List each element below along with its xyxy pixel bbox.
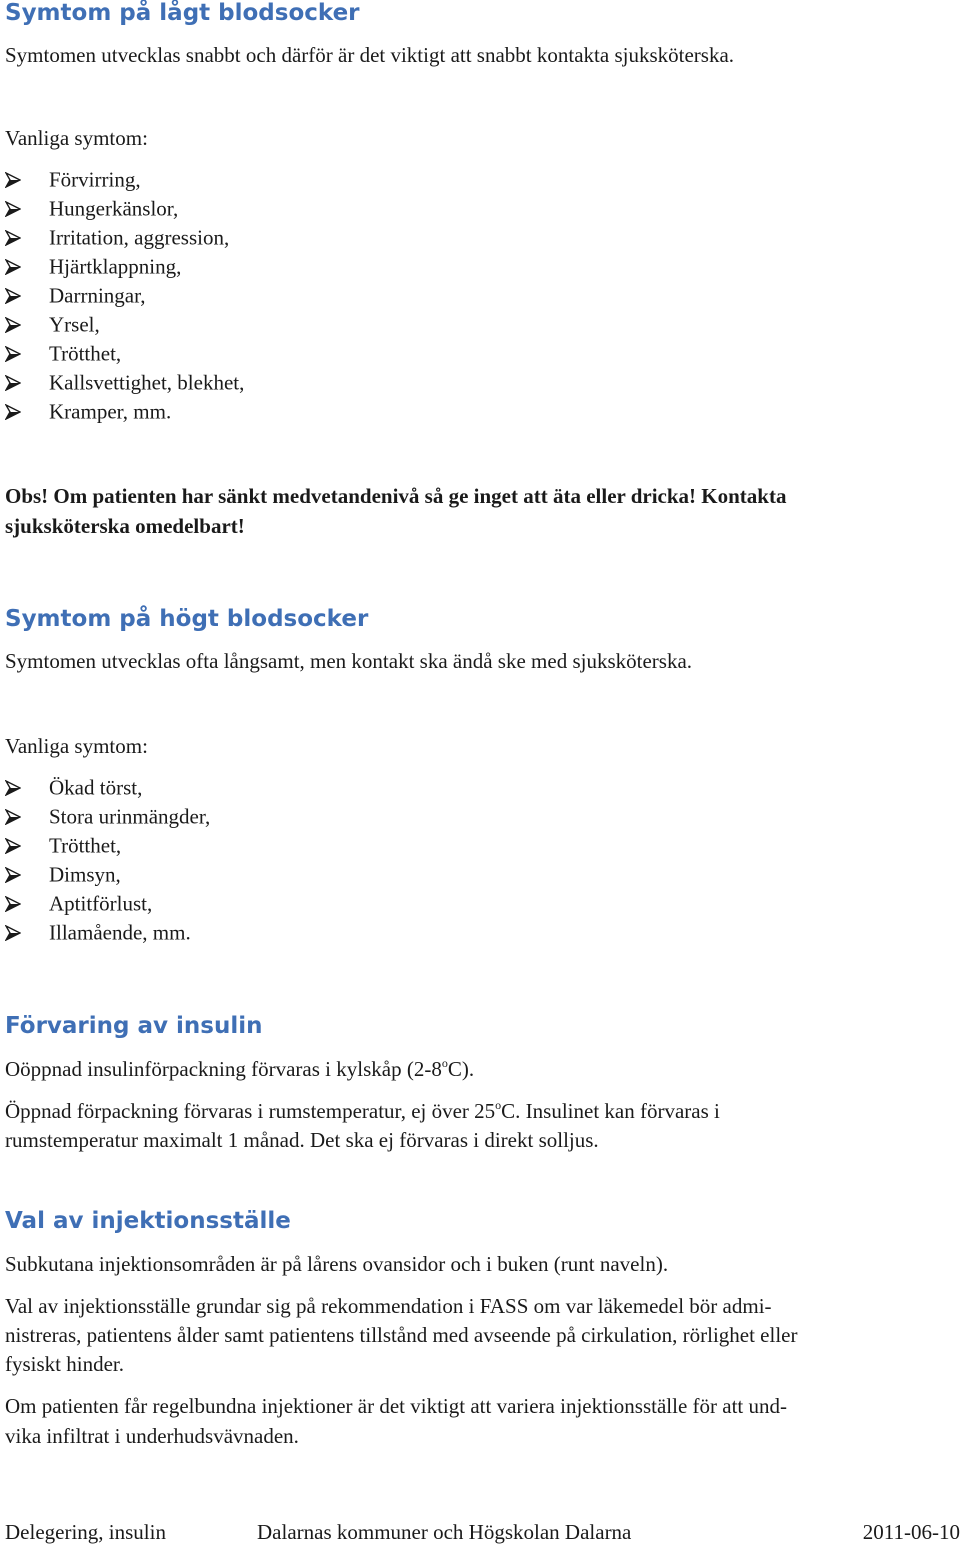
list-item-text: Kallsvettighet, blekhet, [49,370,245,395]
storage-paragraph-2-line-1 [5,1099,720,1124]
arrowhead-bullet-icon [5,780,49,796]
injection-paragraph-1: Subkutana injektionsområden är på lårens ovansidor och i buken (runt naveln). [5,1252,669,1276]
list-item-text: Aptitförlust, [49,891,153,916]
arrowhead-bullet-icon [5,317,49,333]
low-common-symptoms-label: Vanliga symtom: [5,126,148,150]
arrowhead-bullet-icon [5,925,49,941]
list-item [5,398,171,427]
heading-injection-site: Val av injektionsställe [5,1208,291,1234]
list-item-text: Ökad törst, [49,775,143,800]
heading-high-blood-sugar: Symtom på högt blodsocker [5,606,369,632]
footer-right: 2011-06-10 [862,1520,960,1544]
list-item [5,919,191,948]
arrowhead-bullet-icon [5,288,49,304]
storage-paragraph-1 [5,1057,474,1082]
high-intro-text: Symtomen utvecklas ofta långsamt, men kontakt ska ändå ske med sjuksköterska. [5,649,693,673]
list-item [5,224,229,253]
low-intro-text: Symtomen utvecklas snabbt och därför är det viktigt att snabbt kontakta sjuksköterska. [5,43,735,67]
arrowhead-bullet-icon [5,896,49,912]
list-item-text: Irritation, aggression, [49,225,230,250]
heading-insulin-storage: Förvaring av insulin [5,1013,263,1039]
storage-p2-rest: C. Insulinet kan förvaras i [501,1099,720,1123]
warning-line-1: Obs! Om patienten har sänkt medvetandenivå så ge inget att äta eller dricka! Kontakta [5,484,787,508]
arrowhead-bullet-icon [5,230,49,246]
footer-center: Dalarnas kommuner och Högskolan Dalarna [257,1520,632,1544]
arrowhead-bullet-icon [5,809,49,825]
list-item-text: Trötthet, [49,341,122,366]
list-item [5,774,142,803]
injection-paragraph-2-line-3: fysiskt hinder. [5,1352,124,1376]
arrowhead-bullet-icon [5,404,49,420]
list-item [5,340,121,369]
high-common-symptoms-label: Vanliga symtom: [5,734,148,758]
storage-p1-unit: C). [447,1057,475,1081]
storage-paragraph-2-line-2: rumstemperatur maximalt 1 månad. Det ska ej förvaras i direkt solljus. [5,1128,599,1152]
list-item-text: Hjärtklappning, [49,254,182,279]
list-item [5,166,141,195]
degree-sup: o [495,1098,502,1112]
arrowhead-bullet-icon [5,172,49,188]
injection-paragraph-3-line-2: vika infiltrat i underhudsvävnaden. [5,1424,299,1448]
list-item [5,832,121,861]
heading-low-blood-sugar: Symtom på lågt blodsocker [5,0,360,26]
list-item [5,803,210,832]
list-item-text: Trötthet, [49,833,122,858]
list-item-text: Darrningar, [49,283,146,308]
arrowhead-bullet-icon [5,201,49,217]
list-item-text: Yrsel, [49,312,100,337]
arrowhead-bullet-icon [5,346,49,362]
storage-p2-text: Öppnad förpackning förvaras i rumstemperatur, ej över 25 [5,1099,496,1123]
warning-line-2: sjuksköterska omedelbart! [5,514,245,538]
arrowhead-bullet-icon [5,375,49,391]
list-item-text: Förvirring, [49,167,141,192]
list-item [5,311,100,340]
storage-p1-text: Oöppnad insulinförpackning förvaras i kylskåp (2-8 [5,1057,442,1081]
list-item [5,890,152,919]
list-item [5,861,121,890]
list-item [5,282,146,311]
degree-sup: o [441,1056,448,1070]
injection-paragraph-2-line-1: Val av injektionsställe grundar sig på rekommendation i FASS om var läkemedel bör admi- [5,1294,772,1318]
list-item [5,253,181,282]
list-item-text: Kramper, mm. [49,399,172,424]
arrowhead-bullet-icon [5,838,49,854]
arrowhead-bullet-icon [5,259,49,275]
injection-paragraph-3-line-1: Om patienten får regelbundna injektioner är det viktigt att variera injektionsställe för att und- [5,1394,787,1418]
list-item [5,369,244,398]
list-item-text: Hungerkänslor, [49,196,179,221]
list-item-text: Dimsyn, [49,862,121,887]
injection-paragraph-2-line-2: nistreras, patientens ålder samt patientens tillstånd med avseende på cirkulation, rörlighet eller [5,1323,798,1347]
arrowhead-bullet-icon [5,867,49,883]
footer-left: Delegering, insulin [5,1520,166,1544]
list-item-text: Stora urinmängder, [49,804,211,829]
list-item [5,195,178,224]
list-item-text: Illamående, mm. [49,920,191,945]
